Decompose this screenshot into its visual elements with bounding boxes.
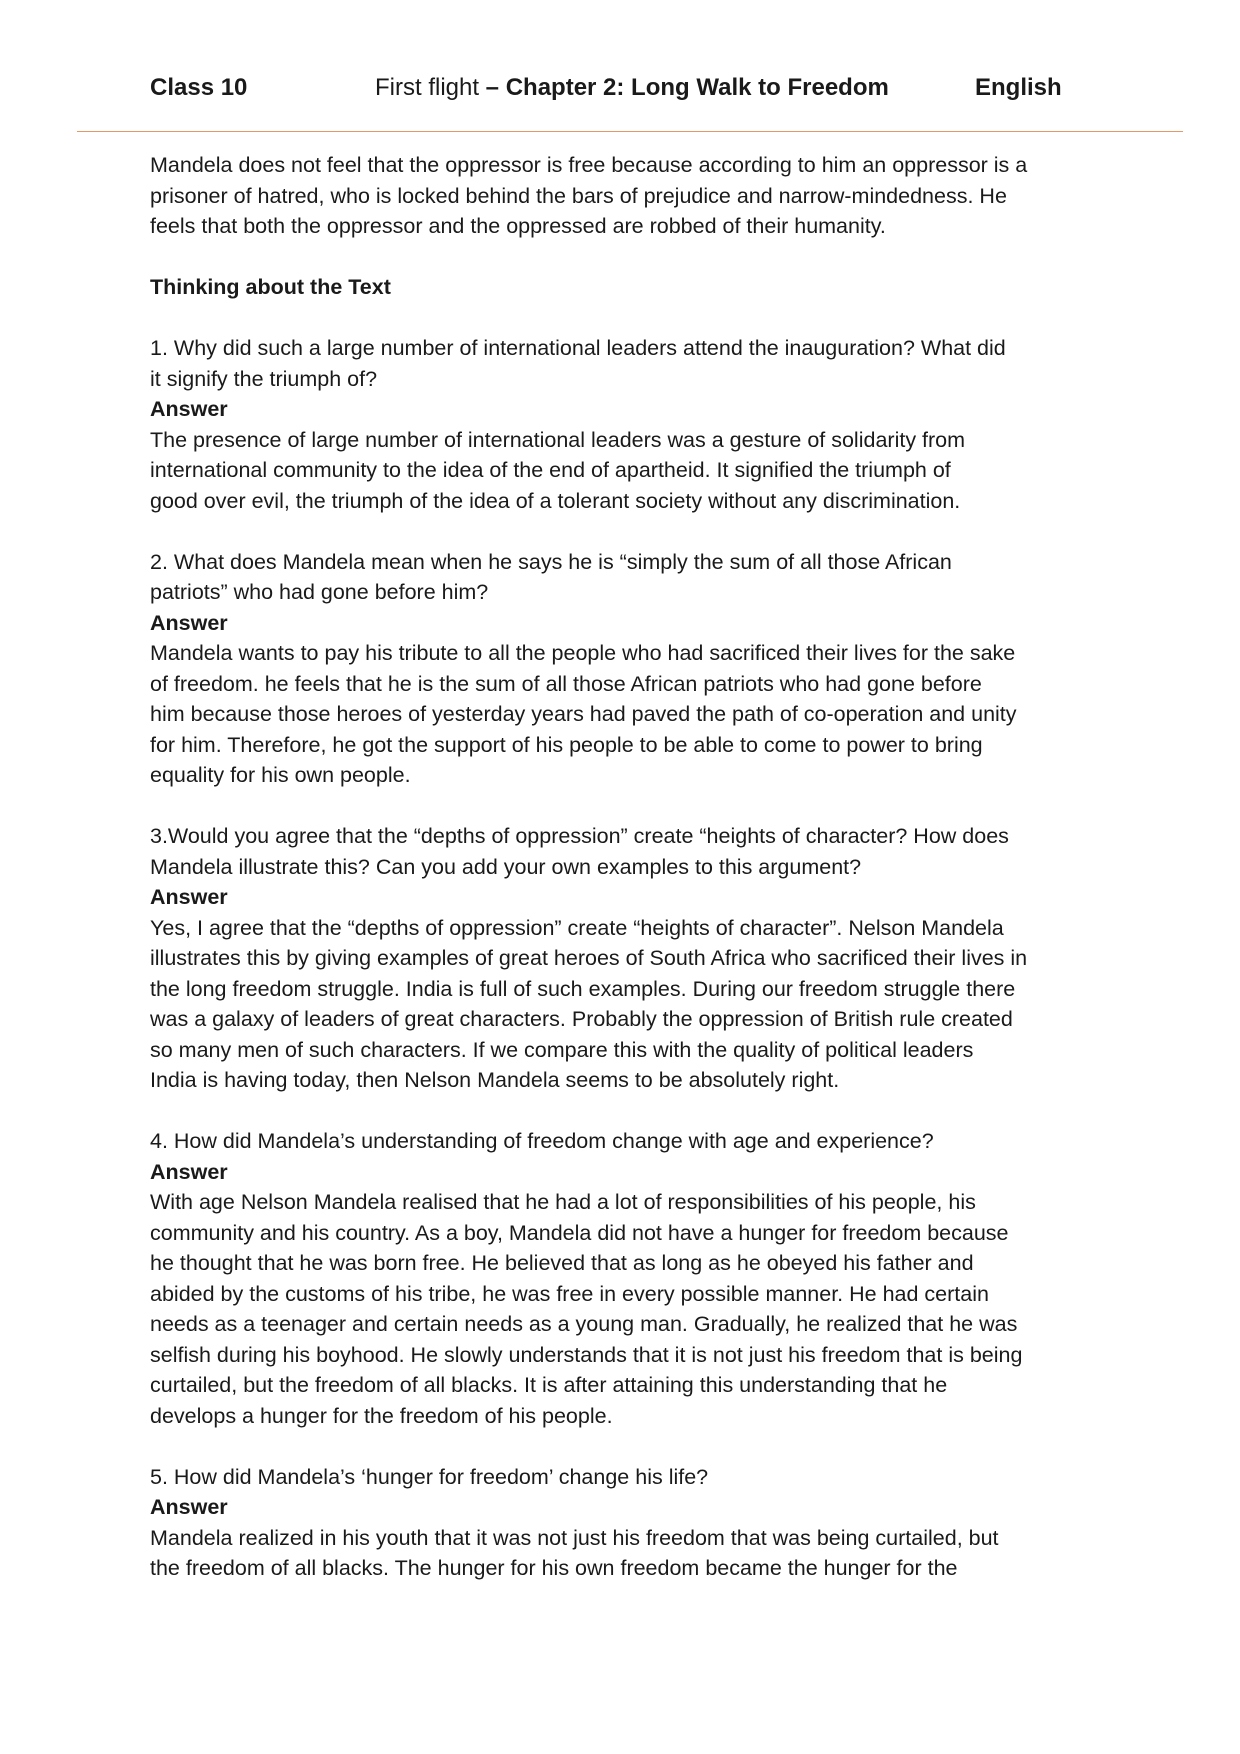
question-line: 2. What does Mandela mean when he says he is “simply the sum of all those African xyxy=(150,549,952,574)
answer-line: The presence of large number of international leaders was a gesture of solidarity from xyxy=(150,427,966,452)
answer-line: With age Nelson Mandela realised that he had a lot of responsibilities of his people, his xyxy=(150,1190,976,1214)
answer-line: for him. Therefore, he got the support of his people to be able to come to power to bring xyxy=(150,732,983,757)
answer-line: Mandela wants to pay his tribute to all the people who had sacrificed their lives for the sake xyxy=(150,641,1016,665)
answer-line: abided by the customs of his tribe, he was free in every possible manner. He had certain xyxy=(150,1281,989,1306)
question-list xyxy=(150,333,1090,1584)
intro-paragraph xyxy=(150,150,1090,242)
question-block xyxy=(150,1126,1090,1431)
answer-line: good over evil, the triumph of the idea of a tolerant society without any discrimination. xyxy=(150,488,961,513)
answer-line: the freedom of all blacks. The hunger for his own freedom became the hunger for the xyxy=(150,1556,958,1580)
header-divider xyxy=(77,131,1183,132)
answer-line: Yes, I agree that the “depths of oppression” create “heights of character”. Nelson Mandela xyxy=(150,915,1004,940)
question-line: patriots” who had gone before him? xyxy=(150,580,489,604)
document-body xyxy=(150,150,1090,1584)
question-line: 1. Why did such a large number of international leaders attend the inauguration? What did xyxy=(150,336,1006,360)
answer-line: needs as a teenager and certain needs as a young man. Gradually, he realized that he was xyxy=(150,1312,1018,1336)
answer-line: was a galaxy of leaders of great characters. Probably the oppression of British rule created xyxy=(150,1007,1013,1031)
answer-line: illustrates this by giving examples of great heroes of South Africa who sacrificed their lives in xyxy=(150,946,1028,970)
question-line: 4. How did Mandela’s understanding of freedom change with age and experience? xyxy=(150,1129,934,1153)
question-block xyxy=(150,547,1090,791)
question-line: Mandela illustrate this? Can you add your own examples to this argument? xyxy=(150,854,862,879)
book-chapter-title xyxy=(375,74,889,102)
question-block xyxy=(150,333,1090,516)
answer-line: he thought that he was born free. He believed that as long as he obeyed his father and xyxy=(150,1251,974,1275)
page-header xyxy=(150,74,1070,110)
class-label: Class 10 xyxy=(150,74,248,101)
answer-line: develops a hunger for the freedom of his people. xyxy=(150,1403,613,1428)
book-name: First flight xyxy=(375,74,480,101)
question-block xyxy=(150,1462,1090,1584)
text-line: feels that both the oppressor and the oppressed are robbed of their humanity. xyxy=(150,214,886,238)
answer-line: the long freedom struggle. India is full of such examples. During our freedom struggle there xyxy=(150,976,1016,1001)
answer-line: him because those heroes of yesterday years had paved the path of co-operation and unity xyxy=(150,702,1017,726)
question-line: 3.Would you agree that the “depths of oppression” create “heights of character? How does xyxy=(150,824,1009,848)
answer-line: Mandela realized in his youth that it was not just his freedom that was being curtailed, but xyxy=(150,1525,999,1550)
answer-line: community and his country. As a boy, Mandela did not have a hunger for freedom because xyxy=(150,1220,1009,1245)
answer-line: India is having today, then Nelson Mandela seems to be absolutely right. xyxy=(150,1068,840,1092)
answer-line: of freedom. he feels that he is the sum of all those African patriots who had gone before xyxy=(150,671,982,696)
answer-line: so many men of such characters. If we compare this with the quality of political leaders xyxy=(150,1037,974,1062)
question-block xyxy=(150,821,1090,1096)
question-line: it signify the triumph of? xyxy=(150,366,378,391)
answer-label: Answer xyxy=(150,610,228,635)
text-line: Mandela does not feel that the oppressor is free because according to him an oppressor is a xyxy=(150,153,1028,177)
chapter-title: Chapter 2: Long Walk to Freedom xyxy=(505,74,889,101)
answer-label: Answer xyxy=(150,885,228,909)
text-line: prisoner of hatred, who is locked behind the bars of prejudice and narrow-mindedness. He xyxy=(150,183,1007,208)
title-separator: – xyxy=(479,74,506,101)
answer-label: Answer xyxy=(150,1495,228,1519)
question-line: 5. How did Mandela’s ‘hunger for freedom’ change his life? xyxy=(150,1464,709,1489)
answer-line: equality for his own people. xyxy=(150,763,411,787)
section-heading: Thinking about the Text xyxy=(150,275,391,299)
subject-label: English xyxy=(975,74,1062,101)
answer-line: selfish during his boyhood. He slowly understands that it is not just his freedom that is being xyxy=(150,1342,1023,1367)
answer-label: Answer xyxy=(150,1159,228,1184)
answer-label: Answer xyxy=(150,397,228,421)
answer-line: curtailed, but the freedom of all blacks. It is after attaining this understanding that he xyxy=(150,1373,948,1397)
answer-line: international community to the idea of the end of apartheid. It signified the triumph of xyxy=(150,458,951,482)
